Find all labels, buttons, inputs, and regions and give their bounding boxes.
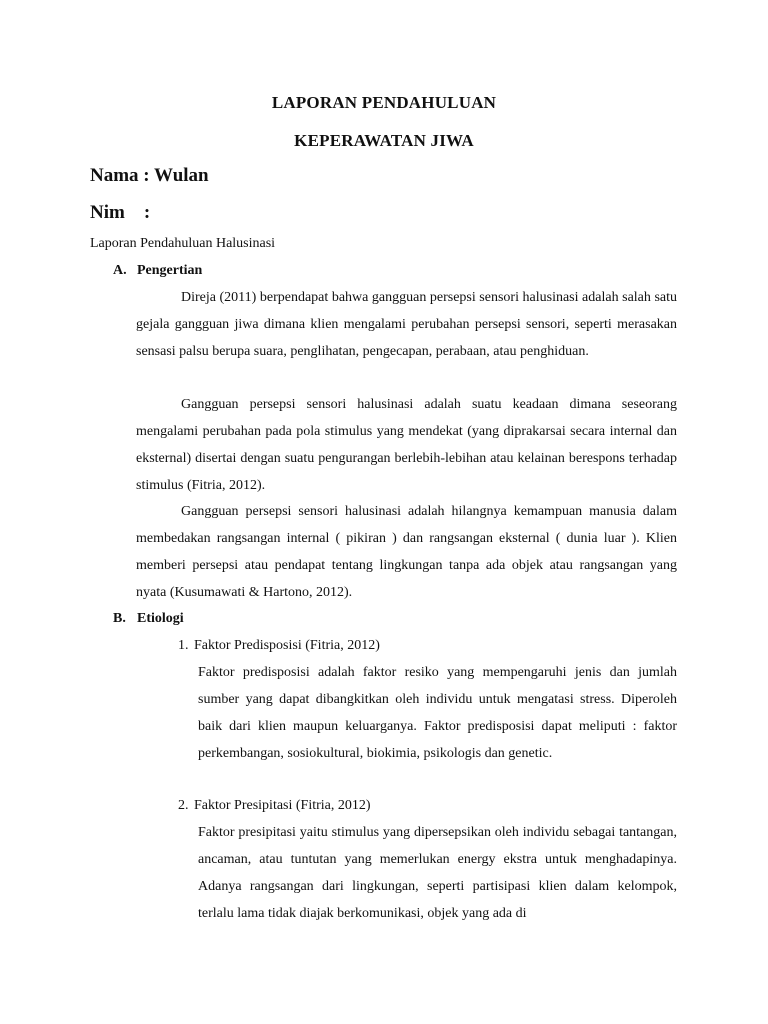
definition-paragraph-1: Direja (2011) berpendapat bahwa gangguan persepsi sensori halusinasi adalah salah satu gejala gangguan jiwa dimana klien mengalami perubahan persepsi sensori, seperti merasakan sensasi palsu berupa suara, penglihatan, pengecapan, perabaan, atau penghiduan. xyxy=(136,290,677,359)
item-title: Faktor Presipitasi (Fitria, 2012) xyxy=(194,798,371,813)
section-title: Etiologi xyxy=(137,611,184,626)
item-number: 2. xyxy=(178,798,189,813)
etiology-item-1-text: Faktor predisposisi adalah faktor resiko yang mempengaruhi jenis dan jumlah sumber yang dapat dibangkitkan oleh individu untuk mengatasi stress. Diperoleh baik dari klien maupun keluarganya. Faktor predisposisi dapat meliputi : faktor perkembangan, sosiokultural, biokimia, psikologis dan genetic. xyxy=(198,665,677,761)
item-title: Faktor Predisposisi (Fitria, 2012) xyxy=(194,638,380,653)
document-title-line2: KEPERAWATAN JIWA xyxy=(294,131,474,150)
item-number: 1. xyxy=(178,638,189,653)
etiology-item-1-title xyxy=(178,638,380,654)
definition-paragraph-2: Gangguan persepsi sensori halusinasi adalah suatu keadaan dimana seseorang mengalami perubahan pada pola stimulus yang mendekat (yang diprakarsai secara internal dan eksternal) disertai dengan suatu pengurangan berlebih-lebihan atau kelainan berespons terhadap stimulus (Fitria, 2012). xyxy=(136,397,677,493)
section-title: Pengertian xyxy=(137,263,203,278)
section-a-heading xyxy=(113,263,202,279)
definition-paragraph-3: Gangguan persepsi sensori halusinasi adalah hilangnya kemampuan manusia dalam membedakan rangsangan internal ( pikiran ) dan rangsangan eksternal ( dunia luar ). Klien memberi persepsi atau pendapat tentang lingkungan tanpa ada objek atau rangsangan yang nyata (Kusumawati & Hartono, 2012). xyxy=(136,504,677,600)
section-letter: A. xyxy=(113,263,127,278)
section-b-heading xyxy=(113,611,184,627)
document-title-line1: LAPORAN PENDAHULUAN xyxy=(271,93,497,112)
student-name: Nama : Wulan xyxy=(90,165,209,186)
report-subheading: Laporan Pendahuluan Halusinasi xyxy=(90,236,276,251)
section-letter: B. xyxy=(113,611,126,626)
etiology-item-2-title xyxy=(178,798,371,814)
student-nim: Nim : xyxy=(90,202,151,223)
etiology-item-2-text: Faktor presipitasi yaitu stimulus yang dipersepsikan oleh individu sebagai tantangan, ancaman, atau tuntutan yang memerlukan energy ekstra untuk menghadapinya. Adanya rangsangan dari lingkungan, seperti partisipasi klien dalam kelompok, terlalu lama tidak diajak berkomunikasi, objek yang ada di xyxy=(198,825,677,921)
